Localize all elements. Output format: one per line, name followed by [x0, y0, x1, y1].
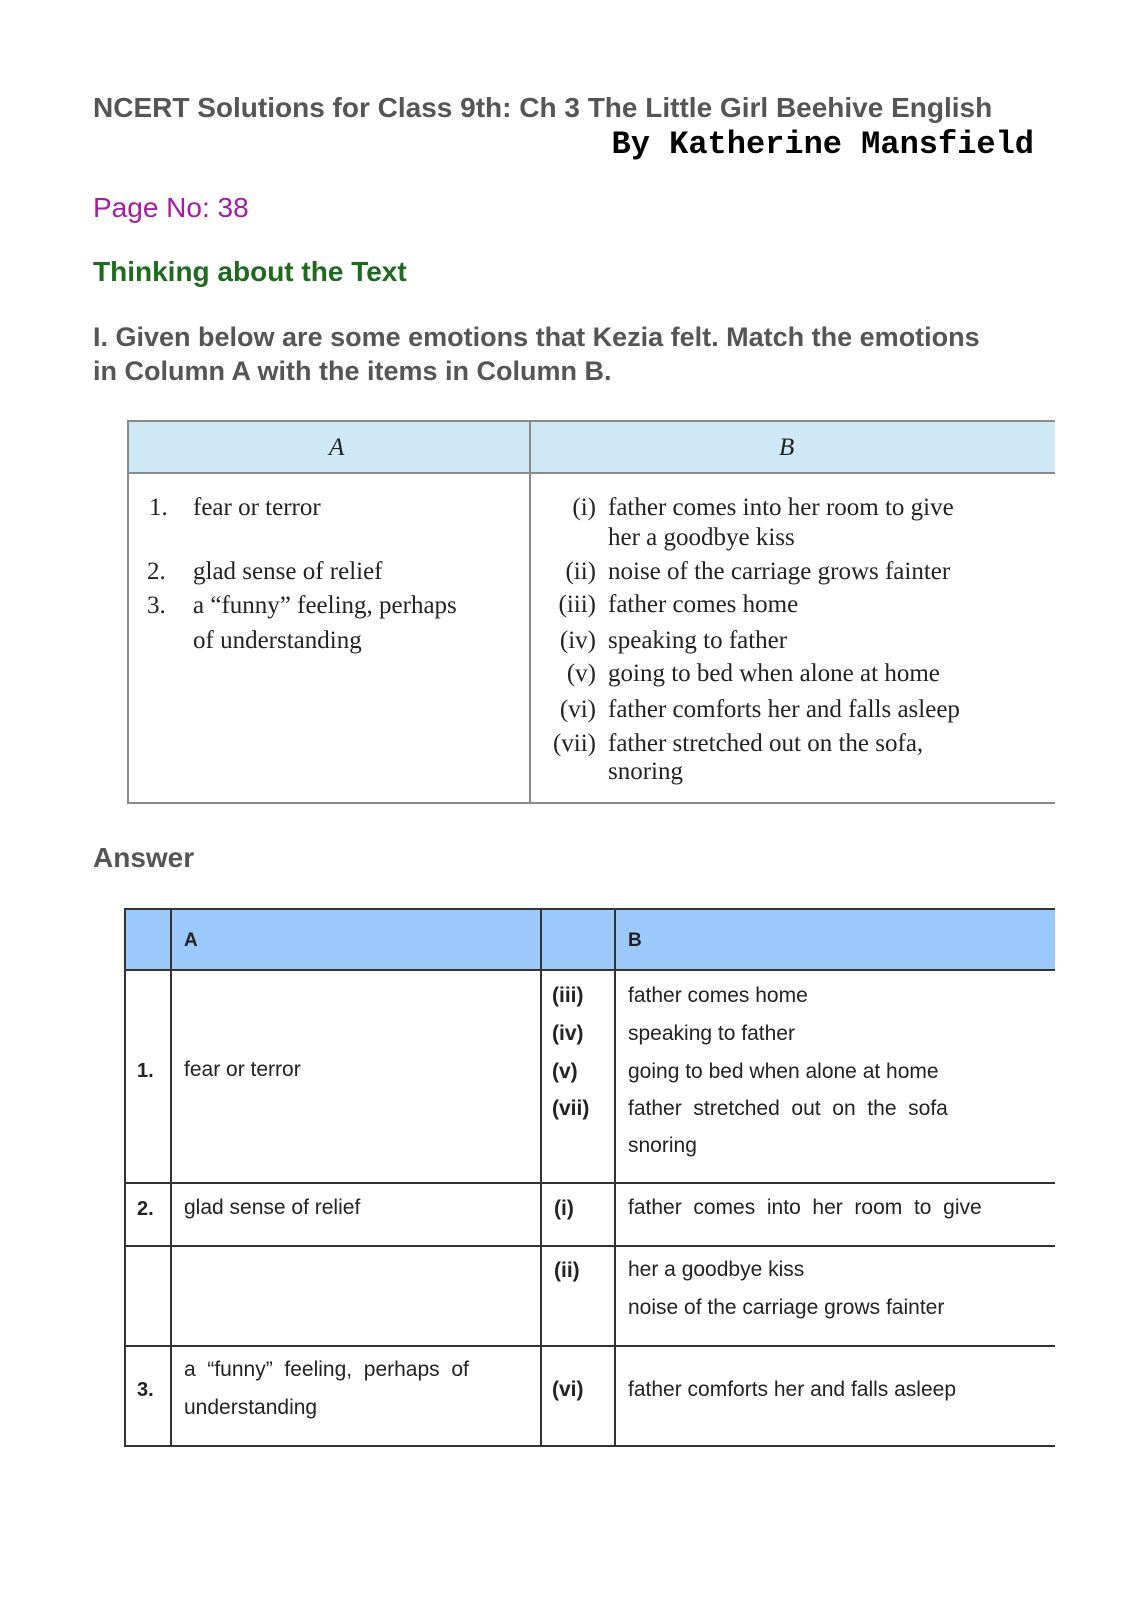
column-b-item: speaking to father: [608, 627, 788, 654]
column-a-number: 3.: [147, 592, 166, 619]
column-b-number: (vi): [559, 696, 596, 723]
page-number: Page No: 38: [93, 192, 249, 223]
answer-code: (vi): [552, 1378, 584, 1401]
answer-column-b-header: B: [628, 930, 642, 951]
column-b-number: (iv): [559, 627, 596, 654]
answer-row-number: 3.: [137, 1379, 154, 1401]
answer-column-b-text: father stretched out on the sofa: [628, 1097, 948, 1120]
answer-column-a-text: fear or terror: [184, 1058, 301, 1081]
author-line: By Katherine Mansfield: [611, 126, 1034, 163]
question-match-table: [127, 420, 1055, 804]
answer-column-a-text: understanding: [184, 1396, 318, 1419]
column-b-number: (v): [566, 660, 596, 687]
column-a-number: 2.: [147, 558, 166, 585]
table-rule: [170, 908, 172, 1447]
table-rule: [124, 969, 1055, 971]
answer-code: (iv): [552, 1022, 584, 1045]
answer-table: [124, 908, 1055, 1447]
column-b-header: B: [779, 434, 795, 461]
table-rule: [124, 1445, 1055, 1447]
column-a-item: fear or terror: [193, 494, 321, 521]
answer-column-b-text: noise of the carriage grows fainter: [628, 1296, 945, 1319]
column-a-number: 1.: [149, 494, 168, 521]
answer-column-b-text: snoring: [628, 1134, 697, 1157]
question-table-header: [129, 422, 1055, 474]
answer-code: (vii): [552, 1097, 590, 1120]
column-b-number: (vii): [552, 730, 596, 757]
column-divider: [529, 422, 531, 804]
question-text: I. Given below are some emotions that Kezia felt. Match the emotions in Column A with the items in Column B.: [93, 322, 980, 386]
table-rule: [614, 908, 616, 1447]
column-a-header: A: [329, 434, 345, 461]
answer-column-a-text: a “funny” feeling, perhaps of: [184, 1358, 469, 1381]
column-a-item-continued: of understanding: [193, 627, 362, 654]
section-heading: Thinking about the Text: [93, 256, 407, 287]
column-a-item: glad sense of relief: [193, 558, 383, 585]
column-b-number: (iii): [558, 591, 596, 618]
column-b-item: going to bed when alone at home: [608, 660, 940, 687]
column-b-item: father comes into her room to give: [608, 494, 954, 521]
answer-code: (iii): [552, 984, 584, 1007]
column-b-item: father stretched out on the sofa,: [608, 730, 924, 757]
answer-column-b-text: father comes home: [628, 984, 808, 1007]
column-b-item: noise of the carriage grows fainter: [608, 558, 951, 585]
column-a-item: a “funny” feeling, perhaps: [193, 592, 457, 619]
table-rule: [124, 908, 1055, 910]
answer-code: (v): [552, 1060, 578, 1083]
answer-column-a-header: A: [184, 930, 198, 951]
column-b-item-continued: her a goodbye kiss: [608, 524, 795, 551]
column-b-number: (i): [572, 494, 596, 521]
answer-column-b-text: father comforts her and falls asleep: [628, 1378, 957, 1401]
column-b-item: father comforts her and falls asleep: [608, 696, 960, 723]
answer-row-number: 2.: [137, 1198, 154, 1220]
table-rule: [124, 1345, 1055, 1347]
document-title: NCERT Solutions for Class 9th: Ch 3 The Little Girl Beehive English: [93, 92, 993, 123]
answer-code: (ii): [554, 1259, 580, 1282]
table-rule: [540, 908, 542, 1447]
table-rule: [124, 908, 126, 1447]
answer-column-b-text: her a goodbye kiss: [628, 1258, 805, 1281]
column-b-number: (ii): [565, 558, 596, 585]
answer-column-b-text: father comes into her room to give: [628, 1196, 982, 1219]
table-rule: [124, 1182, 1055, 1184]
answer-code: (i): [554, 1197, 574, 1220]
column-b-item-continued: snoring: [608, 758, 683, 785]
column-b-item: father comes home: [608, 591, 799, 618]
answer-column-b-text: speaking to father: [628, 1022, 795, 1045]
answer-column-b-text: going to bed when alone at home: [628, 1060, 939, 1083]
answer-table-header: [124, 908, 1055, 970]
answer-heading: Answer: [93, 842, 195, 873]
answer-row-number: 1.: [137, 1060, 154, 1082]
table-rule: [124, 1245, 1055, 1247]
answer-column-a-text: glad sense of relief: [184, 1196, 361, 1219]
